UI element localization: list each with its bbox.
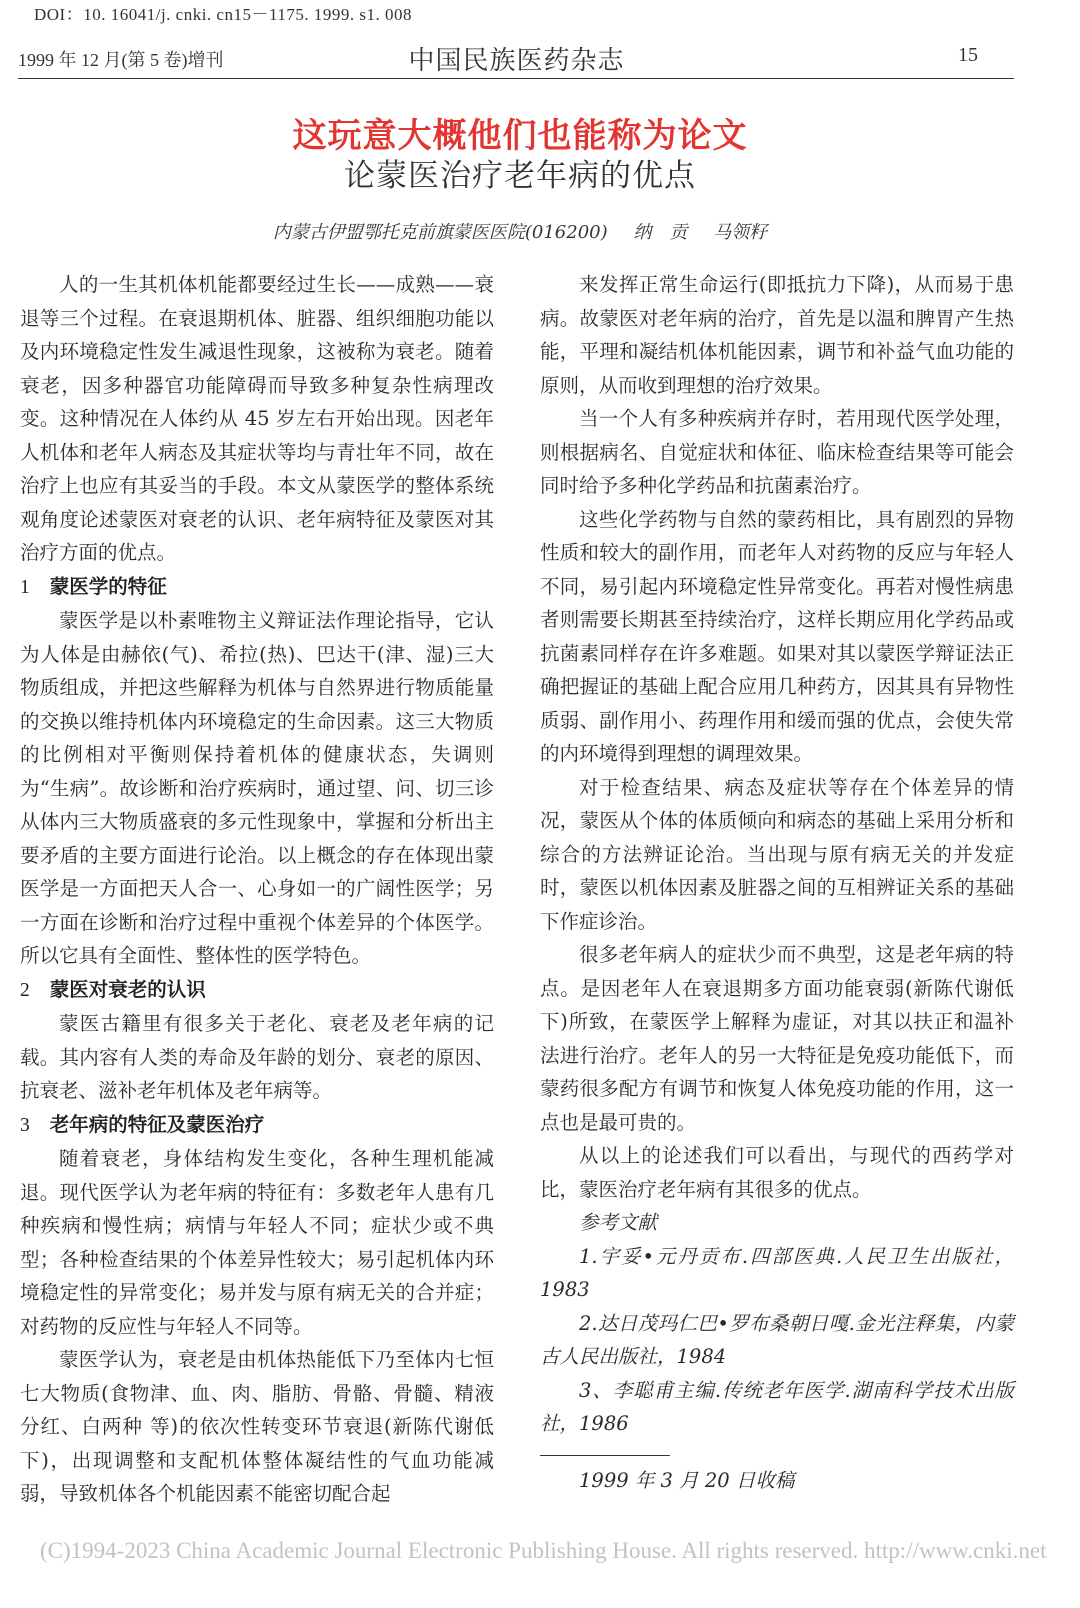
section-3-number: 3 bbox=[20, 1114, 30, 1136]
header-rule bbox=[18, 78, 1014, 79]
section-3-paragraph-1: 随着衰老，身体结构发生变化，各种生理机能减退。现代医学认为老年病的特征有：多数老年人患有几种疾病和慢性病；病情与年轻人不同；症状少或不典型；各种检查结果的个体差异性较大；易引起机体内环境稳定性的异常变化；易并发与原有病无关的合并症；对药物的反应性与年轻人不同等。 bbox=[20, 1147, 494, 1338]
section-2-paragraph: 蒙医古籍里有很多关于老化、衰老及老年病的记载。其内容有人类的寿命及年龄的划分、衰老的原因、抗衰老、滋补老年机体及老年病等。 bbox=[20, 1012, 494, 1102]
right-column bbox=[540, 268, 1014, 1497]
doi-line: DOI：10. 16041/j. cnki. cn15－1175. 1999. s1. 008 bbox=[34, 5, 412, 24]
section-2-number: 2 bbox=[20, 979, 30, 1001]
received-rule bbox=[540, 1455, 670, 1456]
left-column bbox=[20, 268, 494, 1511]
reference-3: 3、李聪甫主编.传统老年医学.湖南科学技术出版社，1986 bbox=[540, 1378, 1014, 1435]
section-3-heading bbox=[20, 1108, 494, 1143]
section-1-paragraph: 蒙医学是以朴素唯物主义辩证法作理论指导，它认为人体是由赫依(气)、希拉(热)、巴达干(津、湿)三大物质组成，并把这些解释为机体与自然界进行物质能量的交换以维持机体内环境稳定的生命因素。这三大物质的比例相对平衡则保持着机体的健康状态，失调则为“生病”。故诊断和治疗疾病时，通过望、问、切三诊从体内三大物质盛衰的多元性现象中，掌握和分析出主要矛盾的主要方面进行论治。以上概念的存在体现出蒙医学是一方面把天人合一、心身如一的广阔性医学；另一方面在诊断和治疗过程中重视个体差异的个体医学。所以它具有全面性、整体性的医学特色。 bbox=[20, 609, 494, 967]
reference-1: 1.宇妥•元丹贡布.四部医典.人民卫生出版社，1983 bbox=[540, 1244, 1014, 1301]
intro-paragraph: 人的一生其机体机能都要经过生长——成熟——衰退等三个过程。在衰退期机体、脏器、组织细胞功能以及内环境稳定性发生减退性现象，这被称为衰老。随着衰老，因多种器官功能障碍而导致多种复杂性病理改变。这种情况在人体约从 45 岁左右开始出现。因老年人机体和老年人病态及其症状等均与青壮年不同，故在治疗上也应有其妥当的手段。本文从蒙医学的整体系统观角度论述蒙医对衰老的认识、老年病特征及蒙医对其治疗方面的优点。 bbox=[20, 273, 494, 564]
issue-info: 1999 年 12 月(第 5 卷)增刊 bbox=[18, 50, 224, 70]
received-date: 1999 年 3 月 20 日收稿 bbox=[579, 1468, 795, 1492]
section-3-title: 老年病的特征及蒙医治疗 bbox=[49, 1112, 265, 1136]
references-heading: 参考文献 bbox=[579, 1211, 658, 1234]
page-number: 15 bbox=[958, 44, 978, 66]
reference-2: 2.达日茂玛仁巴•罗布桑朝日嘎.金光注释集，内蒙古人民出版社，1984 bbox=[540, 1311, 1014, 1368]
section-3-paragraph-2: 蒙医学认为，衰老是由机体热能低下乃至体内七恒七大物质(食物津、血、肉、脂肪、骨骼、骨髓、精液 分红、白两种 等)的依次性转变环节衰退(新陈代谢低下)，出现调整和支配机体整体凝结性的气血功能减弱，导致机体各个机能因素不能密切配合起 bbox=[20, 1348, 494, 1505]
red-overlay-title: 这玩意大概他们也能称为论文 bbox=[292, 116, 748, 156]
paragraph-individual-differences: 对于检查结果、病态及症状等存在个体差异的情况，蒙医从个体的体质倾向和病态的基础上采用分析和综合的方法辨证论治。当出现与原有病无关的并发症时，蒙医以机体因素及脏器之间的互相辨证关系的基础下作症诊治。 bbox=[540, 775, 1014, 933]
paragraph-continued: 来发挥正常生命运行(即抵抗力下降)，从而易于患病。故蒙医对老年病的治疗，首先是以温和脾胃产生热能，平理和凝结机体机能因素，调节和补益气血功能的原则，从而收到理想的治疗效果。 bbox=[540, 273, 1014, 397]
paragraph-conclusion: 从以上的论述我们可以看出，与现代的西药学对比，蒙医治疗老年病有其很多的优点。 bbox=[540, 1144, 1014, 1201]
paragraph-chemical-drugs: 这些化学药物与自然的蒙药相比，具有剧烈的异物性质和较大的副作用，而老年人对药物的反应与年轻人不同，易引起内环境稳定性异常变化。再若对慢性病患者则需要长期甚至持续治疗，这样长期应用化学药品或抗菌素同样存在许多难题。如果对其以蒙医学辩证法正确把握证的基础上配合应用几种药方，因其具有异物性质弱、副作用小、药理作用和缓而强的优点，会使失常的内环境得到理想的调理效果。 bbox=[540, 507, 1014, 765]
affiliation-line bbox=[0, 218, 1040, 244]
section-1-heading bbox=[20, 570, 494, 605]
paragraph-atypical-symptoms: 很多老年病人的症状少而不典型，这是老年病的特点。是因老年人在衰退期多方面功能衰弱(新陈代谢低下)所致，在蒙医学上解释为虚证，对其以扶正和温补法进行治疗。老年人的另一大特征是免疫功能低下，而蒙药很多配方有调节和恢复人体免疫功能的作用，这一点也是最可贵的。 bbox=[540, 943, 1014, 1134]
journal-name: 中国民族医药杂志 bbox=[408, 46, 625, 76]
article-title: 论蒙医治疗老年病的优点 bbox=[344, 158, 696, 194]
author-1: 纳 贡 bbox=[633, 222, 688, 243]
author-2: 马领籽 bbox=[713, 222, 768, 243]
section-1-title: 蒙医学的特征 bbox=[49, 574, 167, 598]
section-2-title: 蒙医对衰老的认识 bbox=[49, 977, 206, 1001]
copyright-watermark: (C)1994-2023 China Academic Journal Electronic Publishing House. All rights reserved. http://www.cnki.net bbox=[40, 1538, 1047, 1563]
affiliation: 内蒙古伊盟鄂托克前旗蒙医医院(016200) bbox=[272, 222, 608, 243]
section-1-number: 1 bbox=[20, 576, 30, 598]
paragraph-multiple-diseases: 当一个人有多种疾病并存时，若用现代医学处理，则根据病名、自觉症状和体征、临床检查结果等可能会同时给予多种化学药品和抗菌素治疗。 bbox=[540, 407, 1014, 497]
section-2-heading bbox=[20, 973, 494, 1008]
